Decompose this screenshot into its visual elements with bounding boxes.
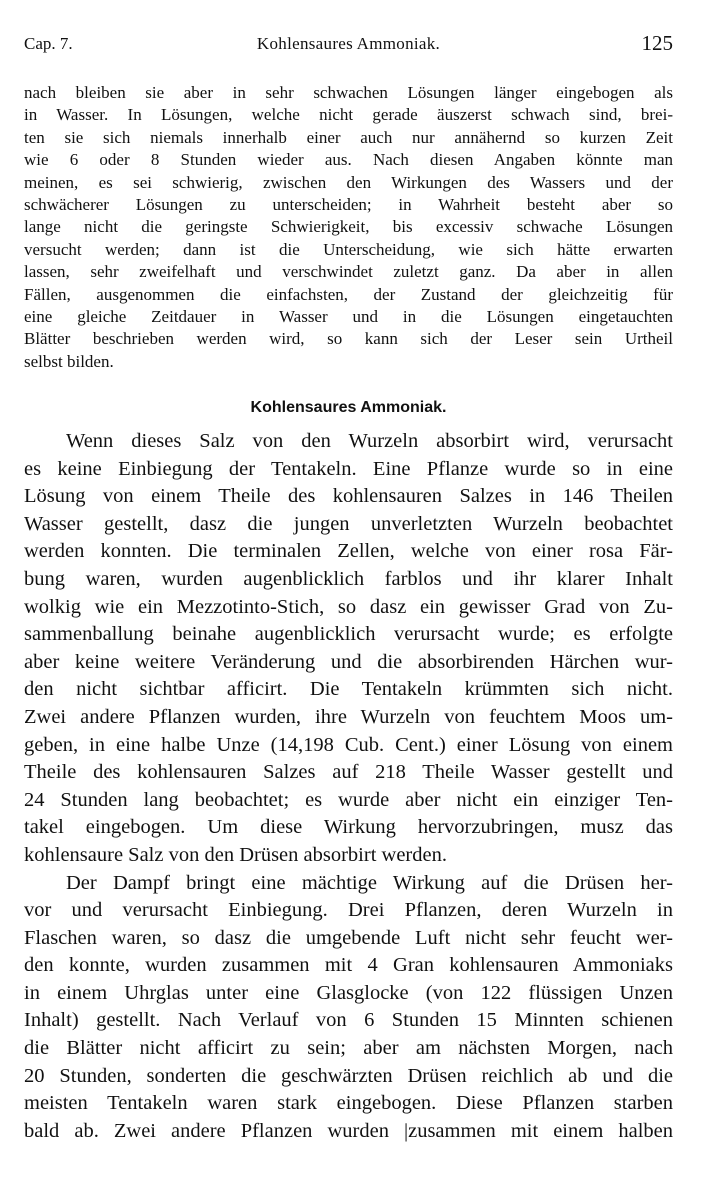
text-line: die Blätter nicht afficirt zu sein; aber am nächsten Morgen, nach xyxy=(24,1037,673,1060)
chapter-label: Cap. 7. xyxy=(24,34,73,53)
text-line: lassen, sehr zweifelhaft und verschwindet zuletzt ganz. Da aber in allen xyxy=(24,262,673,282)
text-line: 24 Stunden lang beobachtet; es wurde aber nicht ein einziger Ten- xyxy=(24,788,673,811)
text-line: den konnte, wurden zusammen mit 4 Gran kohlensauren Ammoniaks xyxy=(24,954,673,977)
text-line: sammenballung beinahe augenblicklich verursacht wurde; es erfolgte xyxy=(24,623,673,646)
text-line: vor und verursacht Einbiegung. Drei Pflanzen, deren Wurzeln in xyxy=(24,899,673,922)
page-number: 125 xyxy=(641,31,673,55)
text-line: Wasser gestellt, dasz die jungen unverletzten Wurzeln beobachtet xyxy=(24,512,673,535)
text-line: kohlensaure Salz von den Drüsen absorbirt werden. xyxy=(24,843,447,866)
text-line: selbst bilden. xyxy=(24,351,114,371)
text-line: ten sie sich niemals innerhalb einer auch nur annähernd so kurzen Zeit xyxy=(24,127,673,147)
running-head xyxy=(24,31,673,62)
intro-paragraph xyxy=(24,82,673,373)
text-line: Zwei andere Pflanzen wurden, ihre Wurzeln von feuchtem Moos um- xyxy=(24,705,673,728)
text-line: meisten Tentakeln waren stark eingebogen. Diese Pflanzen starben xyxy=(24,1092,673,1115)
text-line: den nicht sichtbar afficirt. Die Tentakeln krümmten sich nicht. xyxy=(24,678,673,701)
text-line: Blätter beschrieben werden wird, so kann sich der Leser sein Urtheil xyxy=(24,329,673,349)
text-line: Der Dampf bringt eine mächtige Wirkung auf die Drüsen her- xyxy=(66,871,673,894)
text-line: schwächerer Lösungen zu unterscheiden; in Wahrheit besteht aber so xyxy=(24,195,673,215)
text-line: werden konnten. Die terminalen Zellen, welche von einer rosa Fär- xyxy=(24,540,673,563)
text-line: meinen, es sei schwierig, zwischen den Wirkungen des Wassers und der xyxy=(24,172,673,192)
section-heading: Kohlensaures Ammoniak. xyxy=(250,399,447,416)
text-line: es keine Einbiegung der Tentakeln. Eine Pflanze wurde so in eine xyxy=(24,457,673,480)
text-line: bung waren, wurden augenblicklich farblos und ihr klarer Inhalt xyxy=(24,567,673,590)
running-title: Kohlensaures Ammoniak. xyxy=(256,34,441,53)
text-line: eine gleiche Zeitdauer in Wasser und in die Lösungen eingetauchten xyxy=(24,307,673,327)
text-line: Lösung von einem Theile des kohlensauren Salzes in 146 Theilen xyxy=(24,485,673,508)
text-line: aber keine weitere Veränderung und die absorbirenden Härchen wur- xyxy=(24,650,673,673)
text-line: Fällen, ausgenommen die einfachsten, der Zustand der gleichzeitig für xyxy=(24,284,673,304)
text-line: Theile des kohlensauren Salzes auf 218 Theile Wasser gestellt und xyxy=(24,761,673,784)
text-line: bald ab. Zwei andere Pflanzen wurden |zusammen mit einem halben xyxy=(24,1119,673,1142)
text-line: Inhalt) gestellt. Nach Verlauf von 6 Stunden 15 Minnten schienen xyxy=(24,1009,673,1032)
text-line: takel eingebogen. Um diese Wirkung hervorzubringen, musz das xyxy=(24,816,673,839)
text-line: in einem Uhrglas unter eine Glasglocke (von 122 flüssigen Unzen xyxy=(24,981,673,1004)
body-text xyxy=(24,428,673,1145)
text-line: versucht werden; dann ist die Unterscheidung, wie sich hätte erwarten xyxy=(24,239,673,259)
text-line: Wenn dieses Salz von den Wurzeln absorbirt wird, verursacht xyxy=(66,430,673,452)
text-line: Flaschen waren, so dasz die umgebende Luft nicht sehr feucht wer- xyxy=(24,926,673,949)
text-line: lange nicht die geringste Schwierigkeit, bis excessiv schwache Lösungen xyxy=(24,217,673,237)
paragraph-2 xyxy=(24,870,673,1146)
text-line: in Wasser. In Lösungen, welche nicht gerade äuszerst schwach sind, brei- xyxy=(24,105,673,125)
text-line: wie 6 oder 8 Stunden wieder aus. Nach diesen Angaben könnte man xyxy=(24,150,673,170)
paragraph-1 xyxy=(24,428,673,870)
book-page xyxy=(24,0,673,1200)
text-line: nach bleiben sie aber in sehr schwachen Lösungen länger eingebogen als xyxy=(24,83,673,102)
text-line: 20 Stunden, sonderten die geschwärzten Drüsen reichlich ab und die xyxy=(24,1064,673,1087)
text-line: wolkig wie ein Mezzotinto-Stich, so dasz ein gewisser Grad von Zu- xyxy=(24,595,673,618)
text-line: geben, in eine halbe Unze (14,198 Cub. Cent.) einer Lösung von einem xyxy=(24,733,673,756)
